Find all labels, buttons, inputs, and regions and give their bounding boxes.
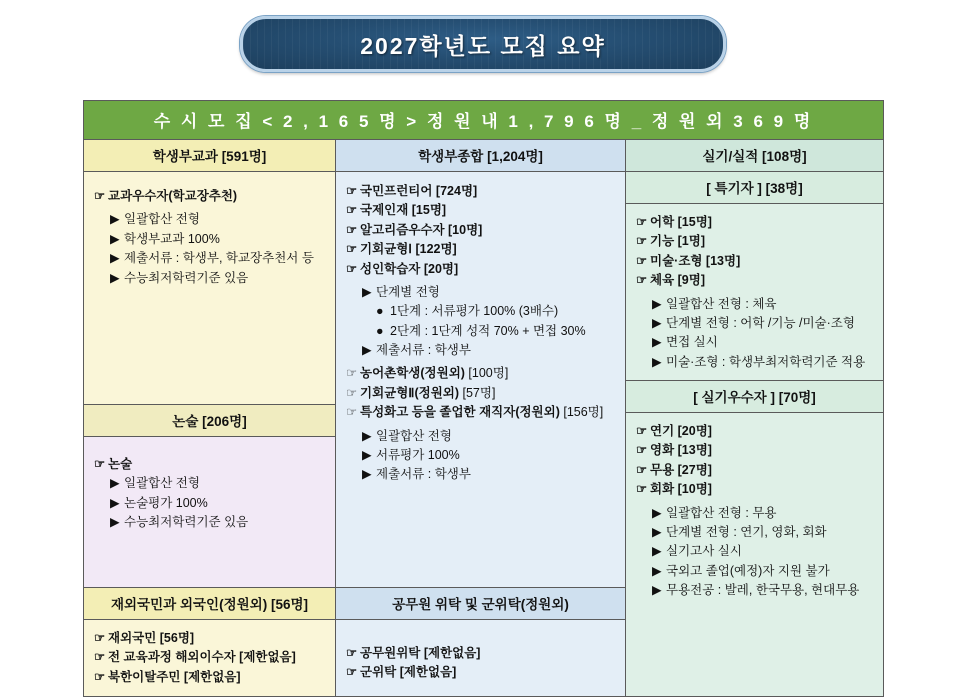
col2-block3-cell [336,588,626,697]
list-item: ☞ 기회균형Ⅱ(정원외) [57명] [346,384,615,403]
list-item: ☞ 알고리즘우수자 [10명] [346,221,615,240]
list-item: ▶ 무용전공 : 발레, 한국무용, 현대무용 [636,581,873,600]
pointing-hand-icon: ☞ [94,457,106,471]
pointing-hand-icon: ☞ [346,261,358,276]
triangle-right-icon: ▶ [652,544,662,559]
pointing-hand-icon: ☞ [346,203,358,218]
triangle-right-icon: ▶ [110,231,120,246]
pointing-hand-icon: ☞ [636,234,648,249]
list-item: ▶ 수능최저학력기준 있음 [94,513,325,532]
list-item: ▶ 단계별 전형 [346,283,615,302]
list-item: ▶ 제출서류 : 학생부, 학교장추천서 등 [94,249,325,268]
list-item: ▶ 면접 실시 [636,333,873,352]
pointing-hand-icon: ☞ [346,366,358,381]
triangle-right-icon: ▶ [110,251,120,266]
triangle-right-icon: ▶ [362,284,372,299]
triangle-right-icon: ▶ [652,505,662,520]
col3-subheader-special-talent: [ 특기자 ] [38명] [626,172,883,204]
pointing-hand-icon: ☞ [346,646,358,660]
triangle-right-icon: ▶ [652,354,662,369]
triangle-right-icon: ▶ [110,495,120,510]
list-item: ☞ 영화 [13명] [636,441,873,460]
pointing-hand-icon: ☞ [346,385,358,400]
list-item: ☞ 국제인재 [15명] [346,201,615,220]
title-banner [240,16,726,72]
triangle-right-icon: ▶ [652,524,662,539]
triangle-right-icon: ▶ [652,296,662,311]
list-item: ☞ 체육 [9명] [636,271,873,290]
col1-block1-cell [84,172,336,405]
list-item: ● 2단계 : 1단계 성적 70% + 면접 30% [346,322,615,341]
pointing-hand-icon: ☞ [94,650,106,665]
pointing-hand-icon: ☞ [636,482,648,497]
list-item: ▶ 일괄합산 전형 : 체육 [636,295,873,314]
table-row [84,101,884,140]
triangle-right-icon: ▶ [110,212,120,227]
list-item: ☞ 회화 [10명] [636,480,873,499]
list-item: ▶ 일괄합산 전형 [346,427,615,446]
bullet-icon: ● [376,304,384,319]
column-header-student-record-comprehensive: 학생부종합 [1,204명] [336,140,626,172]
admissions-summary-table [83,100,884,697]
list-item: ▶ 실기고사 실시 [636,542,873,561]
triangle-right-icon: ▶ [652,335,662,350]
list-item: ▶ 논술평가 100% [94,494,325,513]
col1-block2-cell [84,405,336,588]
list-item: ▶ 제출서류 : 학생부 [346,341,615,360]
list-item: ☞ 기회균형Ⅰ [122명] [346,240,615,259]
col2-block3-header: 공무원 위탁 및 군위탁(정원외) [336,588,625,620]
triangle-right-icon: ▶ [110,515,120,530]
list-item: ☞ 군위탁 [제한없음] [346,663,615,682]
pointing-hand-icon: ☞ [346,222,358,237]
col2-main-cell [336,172,626,588]
table-row [84,140,884,172]
list-item: ☞ 무용 [27명] [636,461,873,480]
list-item: ▶ 학생부교과 100% [94,230,325,249]
list-item: ☞ 농어촌학생(정원외) [100명] [346,364,615,383]
table-top-header: 수 시 모 집 < 2 , 1 6 5 명 > 정 원 내 1 , 7 9 6 명 _ 정 원 외 3 6 9 명 [84,101,884,140]
list-item: ● 1단계 : 서류평가 100% (3배수) [346,302,615,321]
pointing-hand-icon: ☞ [346,405,358,420]
triangle-right-icon: ▶ [362,467,372,482]
triangle-right-icon: ▶ [110,270,120,285]
pointing-hand-icon: ☞ [636,215,648,229]
pointing-hand-icon: ☞ [94,669,106,684]
list-item: ☞ 기능 [1명] [636,232,873,251]
column-header-practical: 실기/실적 [108명] [626,140,884,172]
list-item: ▶ 일괄합산 전형 [94,474,325,493]
list-item: ▶ 미술·조형 : 학생부최저학력기준 적용 [636,353,873,372]
column-header-student-record-subject: 학생부교과 [591명] [84,140,336,172]
summary-table-wrap [83,100,883,697]
list-item: ☞ 북한이탈주민 [제한없음] [94,668,325,687]
triangle-right-icon: ▶ [652,583,662,597]
pointing-hand-icon: ☞ [94,631,106,645]
list-item: ☞ 성인학습자 [20명] [346,260,615,279]
list-item: ☞ 공무원위탁 [제한없음] [346,644,615,663]
col1-block3-cell [84,588,336,697]
triangle-right-icon: ▶ [362,343,372,357]
list-item: ▶ 일괄합산 전형 : 무용 [636,504,873,523]
bullet-icon: ● [376,323,384,338]
list-item: ▶ 국외고 졸업(예정)자 지원 불가 [636,562,873,581]
pointing-hand-icon: ☞ [636,443,648,458]
list-item: ☞ 재외국민 [56명] [94,629,325,648]
page-title: 2027학년도 모집 요약 [360,32,606,59]
col3-main-cell [626,172,884,697]
triangle-right-icon: ▶ [652,563,662,578]
col1-block2-title: ☞ 논술 [94,455,325,474]
col1-block3-header: 재외국민과 외국인(정원외) [56명] [84,588,335,620]
list-item: ▶ 단계별 전형 : 어학 /기능 /미술·조형 [636,314,873,333]
col1-block2-header: 논술 [206명] [84,405,335,437]
list-item: ▶ 일괄합산 전형 [94,210,325,229]
list-item: ▶ 제출서류 : 학생부 [346,465,615,484]
pointing-hand-icon: ☞ [346,242,358,257]
table-row [84,172,884,405]
list-item: ☞ 어학 [15명] [636,213,873,232]
pointing-hand-icon: ☞ [94,189,106,203]
pointing-hand-icon: ☞ [346,184,358,198]
list-item: ▶ 수능최저학력기준 있음 [94,269,325,288]
list-item: ☞ 연기 [20명] [636,422,873,441]
pointing-hand-icon: ☞ [636,253,648,268]
list-item: ☞ 특성화고 등을 졸업한 재직자(정원외) [156명] [346,403,615,422]
list-item: ▶ 단계별 전형 : 연기, 영화, 회화 [636,523,873,542]
triangle-right-icon: ▶ [652,315,662,330]
triangle-right-icon: ▶ [362,447,372,462]
pointing-hand-icon: ☞ [636,273,648,288]
list-item: ☞ 전 교육과정 해외이수자 [제한없음] [94,648,325,667]
triangle-right-icon: ▶ [362,428,372,443]
pointing-hand-icon: ☞ [636,424,648,438]
list-item: ▶ 서류평가 100% [346,446,615,465]
col1-block1-title: ☞ 교과우수자(학교장추천) [94,187,325,206]
list-item: ☞ 국민프런티어 [724명] [346,182,615,201]
pointing-hand-icon: ☞ [346,665,358,680]
triangle-right-icon: ▶ [110,476,120,491]
pointing-hand-icon: ☞ [636,462,648,477]
col3-subheader-practical-excellence: [ 실기우수자 ] [70명] [626,380,883,413]
title-banner-wrap [0,0,966,72]
list-item: ☞ 미술·조형 [13명] [636,252,873,271]
